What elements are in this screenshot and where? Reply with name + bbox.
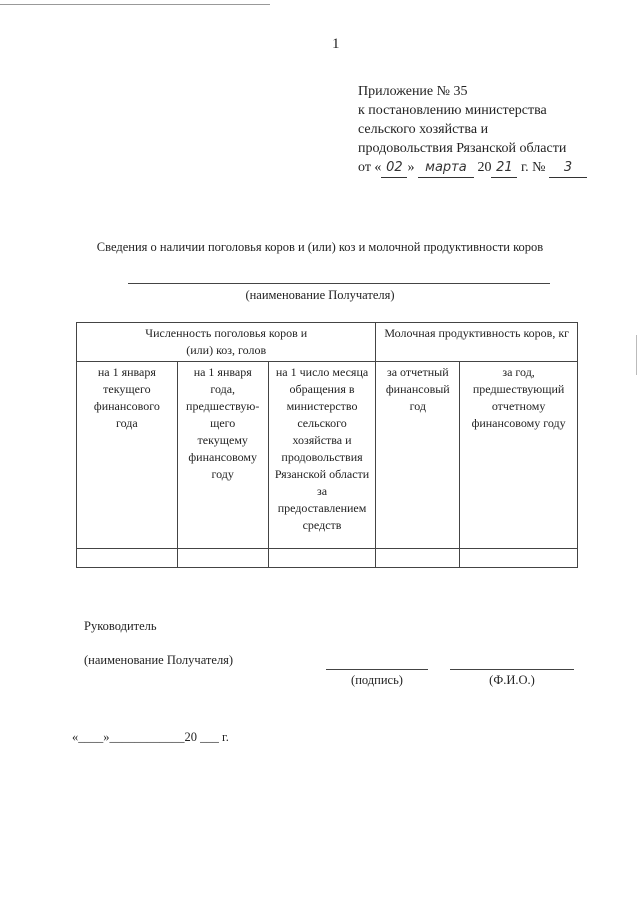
table-cell[interactable] (268, 549, 376, 568)
table-cell[interactable] (177, 549, 268, 568)
date-prefix: от « (358, 160, 382, 175)
document-number: 3 (549, 158, 587, 178)
signer-org-caption: (наименование Получателя) (84, 653, 234, 667)
col-header-jan1-previous: на 1 января года, предшествую-щего текущему финансовому году (177, 362, 268, 549)
signature-line (326, 669, 428, 670)
table-cell[interactable] (460, 549, 578, 568)
date-month: марта (418, 158, 474, 178)
recipient-caption: (наименование Получателя) (245, 288, 395, 302)
table-column-header-row (77, 362, 578, 549)
data-table (76, 322, 578, 568)
signature-caption: (подпись) (351, 673, 403, 687)
appendix-line-3: сельского хозяйства и (358, 122, 489, 137)
col-header-month-of-request: на 1 число месяца обращения в министерство сельского хозяйства и продовольствия Рязанской области за предоставлением средств (268, 362, 376, 549)
date-day: 02 (381, 158, 407, 178)
col-header-reporting-year: за отчетный финансовый год (376, 362, 460, 549)
appendix-date-line (358, 158, 587, 178)
group-header-headcount: Численность поголовья коров и (или) коз, голов (77, 323, 376, 362)
col-header-jan1-current: на 1 января текущего финансового года (77, 362, 178, 549)
appendix-line-1: Приложение № 35 (358, 84, 468, 99)
scan-edge-mark (636, 335, 637, 375)
date-field: «____»____________20 ___ г. (72, 730, 229, 744)
date-mid: » (407, 160, 418, 175)
table-group-header-row (77, 323, 578, 362)
table-row (77, 549, 578, 568)
table-cell[interactable] (77, 549, 178, 568)
fio-caption: (Ф.И.О.) (489, 673, 535, 687)
signer-title: Руководитель (84, 619, 157, 633)
col-header-prior-year: за год, предшествующий отчетному финансовому году (460, 362, 578, 549)
page-number: 1 (332, 36, 340, 52)
appendix-line-2: к постановлению министерства (358, 103, 547, 118)
fio-line (450, 669, 574, 670)
appendix-header (358, 82, 587, 178)
appendix-line-4: продовольствия Рязанской области (358, 141, 567, 156)
date-year-prefix: 20 (473, 160, 492, 175)
top-scan-line (0, 4, 270, 5)
table-cell[interactable] (376, 549, 460, 568)
group-header-milk-yield: Молочная продуктивность коров, кг (376, 323, 578, 362)
number-prefix: г. № (517, 160, 549, 175)
recipient-name-line (128, 283, 550, 284)
date-year: 21 (491, 158, 517, 178)
document-title: Сведения о наличии поголовья коров и (или) коз и молочной продуктивности коров (96, 240, 544, 254)
